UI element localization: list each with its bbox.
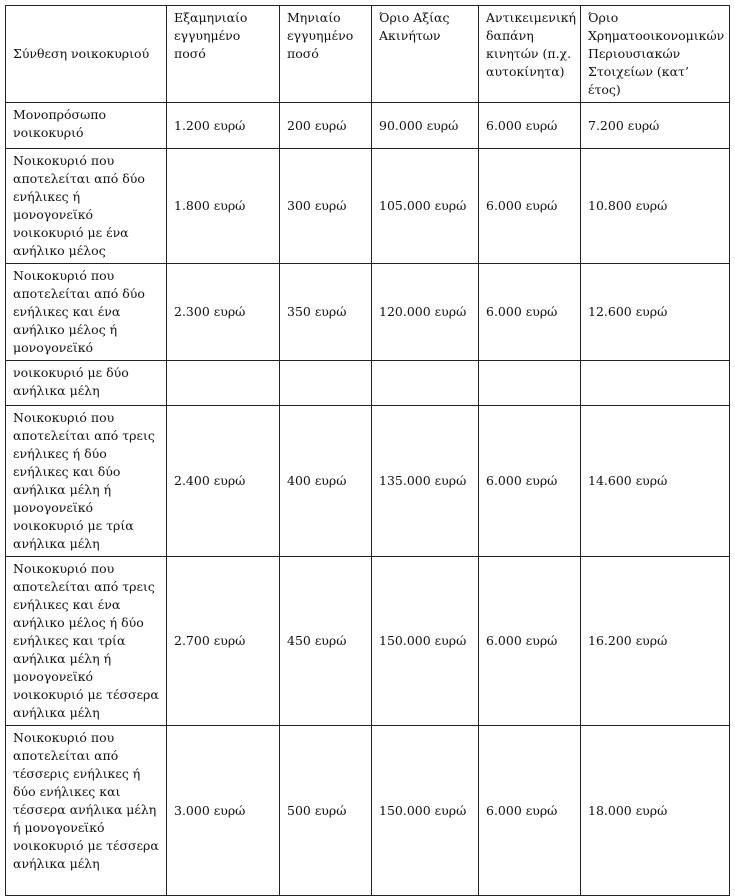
monthly-amount-cell: 500 ευρώ bbox=[280, 726, 372, 896]
header-row bbox=[6, 6, 730, 103]
header-vehicle-expense: Αντικειμενική δαπάνη κινητών (π.χ. αυτοκίνητα) bbox=[479, 6, 581, 103]
table-row bbox=[6, 264, 730, 361]
vehicle-expense-cell bbox=[479, 361, 581, 406]
table-row bbox=[6, 557, 730, 726]
financial-assets-cell bbox=[581, 361, 730, 406]
property-limit-cell bbox=[372, 361, 479, 406]
monthly-amount-cell bbox=[280, 361, 372, 406]
table-row bbox=[6, 103, 730, 149]
semiannual-amount-cell: 1.800 ευρώ bbox=[167, 149, 280, 264]
table-row bbox=[6, 149, 730, 264]
semiannual-amount-cell: 2.400 ευρώ bbox=[167, 406, 280, 557]
property-limit-cell: 150.000 ευρώ bbox=[372, 726, 479, 896]
financial-assets-cell: 7.200 ευρώ bbox=[581, 103, 730, 149]
vehicle-expense-cell: 6.000 ευρώ bbox=[479, 406, 581, 557]
household-composition-cell: Νοικοκυριό που αποτελείται από τέσσερις ενήλικες ή δύο ενήλικες και τέσσερα ανήλικα μέλη ή μονογονεϊκό νοικοκυριό με τέσσερα ανήλικα μέλη bbox=[6, 726, 167, 896]
household-composition-cell: Μονοπρόσωπο νοικοκυριό bbox=[6, 103, 167, 149]
monthly-amount-cell: 400 ευρώ bbox=[280, 406, 372, 557]
financial-assets-cell: 10.800 ευρώ bbox=[581, 149, 730, 264]
financial-assets-cell: 12.600 ευρώ bbox=[581, 264, 730, 361]
header-household-composition: Σύνθεση νοικοκυριού bbox=[6, 6, 167, 103]
table-row bbox=[6, 406, 730, 557]
household-composition-cell: Νοικοκυριό που αποτελείται από δύο ενήλικες και ένα ανήλικο μέλος ή μονογονεϊκό bbox=[6, 264, 167, 361]
semiannual-amount-cell: 2.700 ευρώ bbox=[167, 557, 280, 726]
table-row bbox=[6, 361, 730, 406]
monthly-amount-cell: 300 ευρώ bbox=[280, 149, 372, 264]
household-composition-cell: Νοικοκυριό που αποτελείται από τρεις ενήλικες και ένα ανήλικο μέλος ή δύο ενήλικες και τρία ανήλικα μέλη ή μονογονεϊκό νοικοκυριό με τέσσερα ανήλικα μέλη bbox=[6, 557, 167, 726]
semiannual-amount-cell: 3.000 ευρώ bbox=[167, 726, 280, 896]
property-limit-cell: 150.000 ευρώ bbox=[372, 557, 479, 726]
household-composition-cell: Νοικοκυριό που αποτελείται από τρεις ενήλικες ή δύο ενήλικες και δύο ανήλικα μέλη ή μονογονεϊκό νοικοκυριό με τρία ανήλικα μέλη bbox=[6, 406, 167, 557]
monthly-amount-cell: 200 ευρώ bbox=[280, 103, 372, 149]
monthly-amount-cell: 350 ευρώ bbox=[280, 264, 372, 361]
household-composition-cell: Νοικοκυριό που αποτελείται από δύο ενήλικες ή μονογονεϊκό νοικοκυριό με ένα ανήλικο μέλος bbox=[6, 149, 167, 264]
table-row bbox=[6, 726, 730, 896]
semiannual-amount-cell: 1.200 ευρώ bbox=[167, 103, 280, 149]
header-semiannual-amount: Εξαμηνιαίο εγγυημένο ποσό bbox=[167, 6, 280, 103]
vehicle-expense-cell: 6.000 ευρώ bbox=[479, 149, 581, 264]
vehicle-expense-cell: 6.000 ευρώ bbox=[479, 557, 581, 726]
semiannual-amount-cell: 2.300 ευρώ bbox=[167, 264, 280, 361]
vehicle-expense-cell: 6.000 ευρώ bbox=[479, 264, 581, 361]
financial-assets-cell: 18.000 ευρώ bbox=[581, 726, 730, 896]
monthly-amount-cell: 450 ευρώ bbox=[280, 557, 372, 726]
income-limits-table bbox=[5, 5, 730, 896]
property-limit-cell: 105.000 ευρώ bbox=[372, 149, 479, 264]
header-financial-assets-limit: Όριο Χρηματοοικονομικών Περιουσιακών Στοιχείων (κατ’ έτος) bbox=[581, 6, 730, 103]
property-limit-cell: 90.000 ευρώ bbox=[372, 103, 479, 149]
financial-assets-cell: 16.200 ευρώ bbox=[581, 557, 730, 726]
household-composition-cell: νοικοκυριό με δύο ανήλικα μέλη bbox=[6, 361, 167, 406]
header-property-limit: Όριο Αξίας Ακινήτων bbox=[372, 6, 479, 103]
semiannual-amount-cell bbox=[167, 361, 280, 406]
vehicle-expense-cell: 6.000 ευρώ bbox=[479, 103, 581, 149]
vehicle-expense-cell: 6.000 ευρώ bbox=[479, 726, 581, 896]
property-limit-cell: 135.000 ευρώ bbox=[372, 406, 479, 557]
property-limit-cell: 120.000 ευρώ bbox=[372, 264, 479, 361]
header-monthly-amount: Μηνιαίο εγγυημένο ποσό bbox=[280, 6, 372, 103]
financial-assets-cell: 14.600 ευρώ bbox=[581, 406, 730, 557]
